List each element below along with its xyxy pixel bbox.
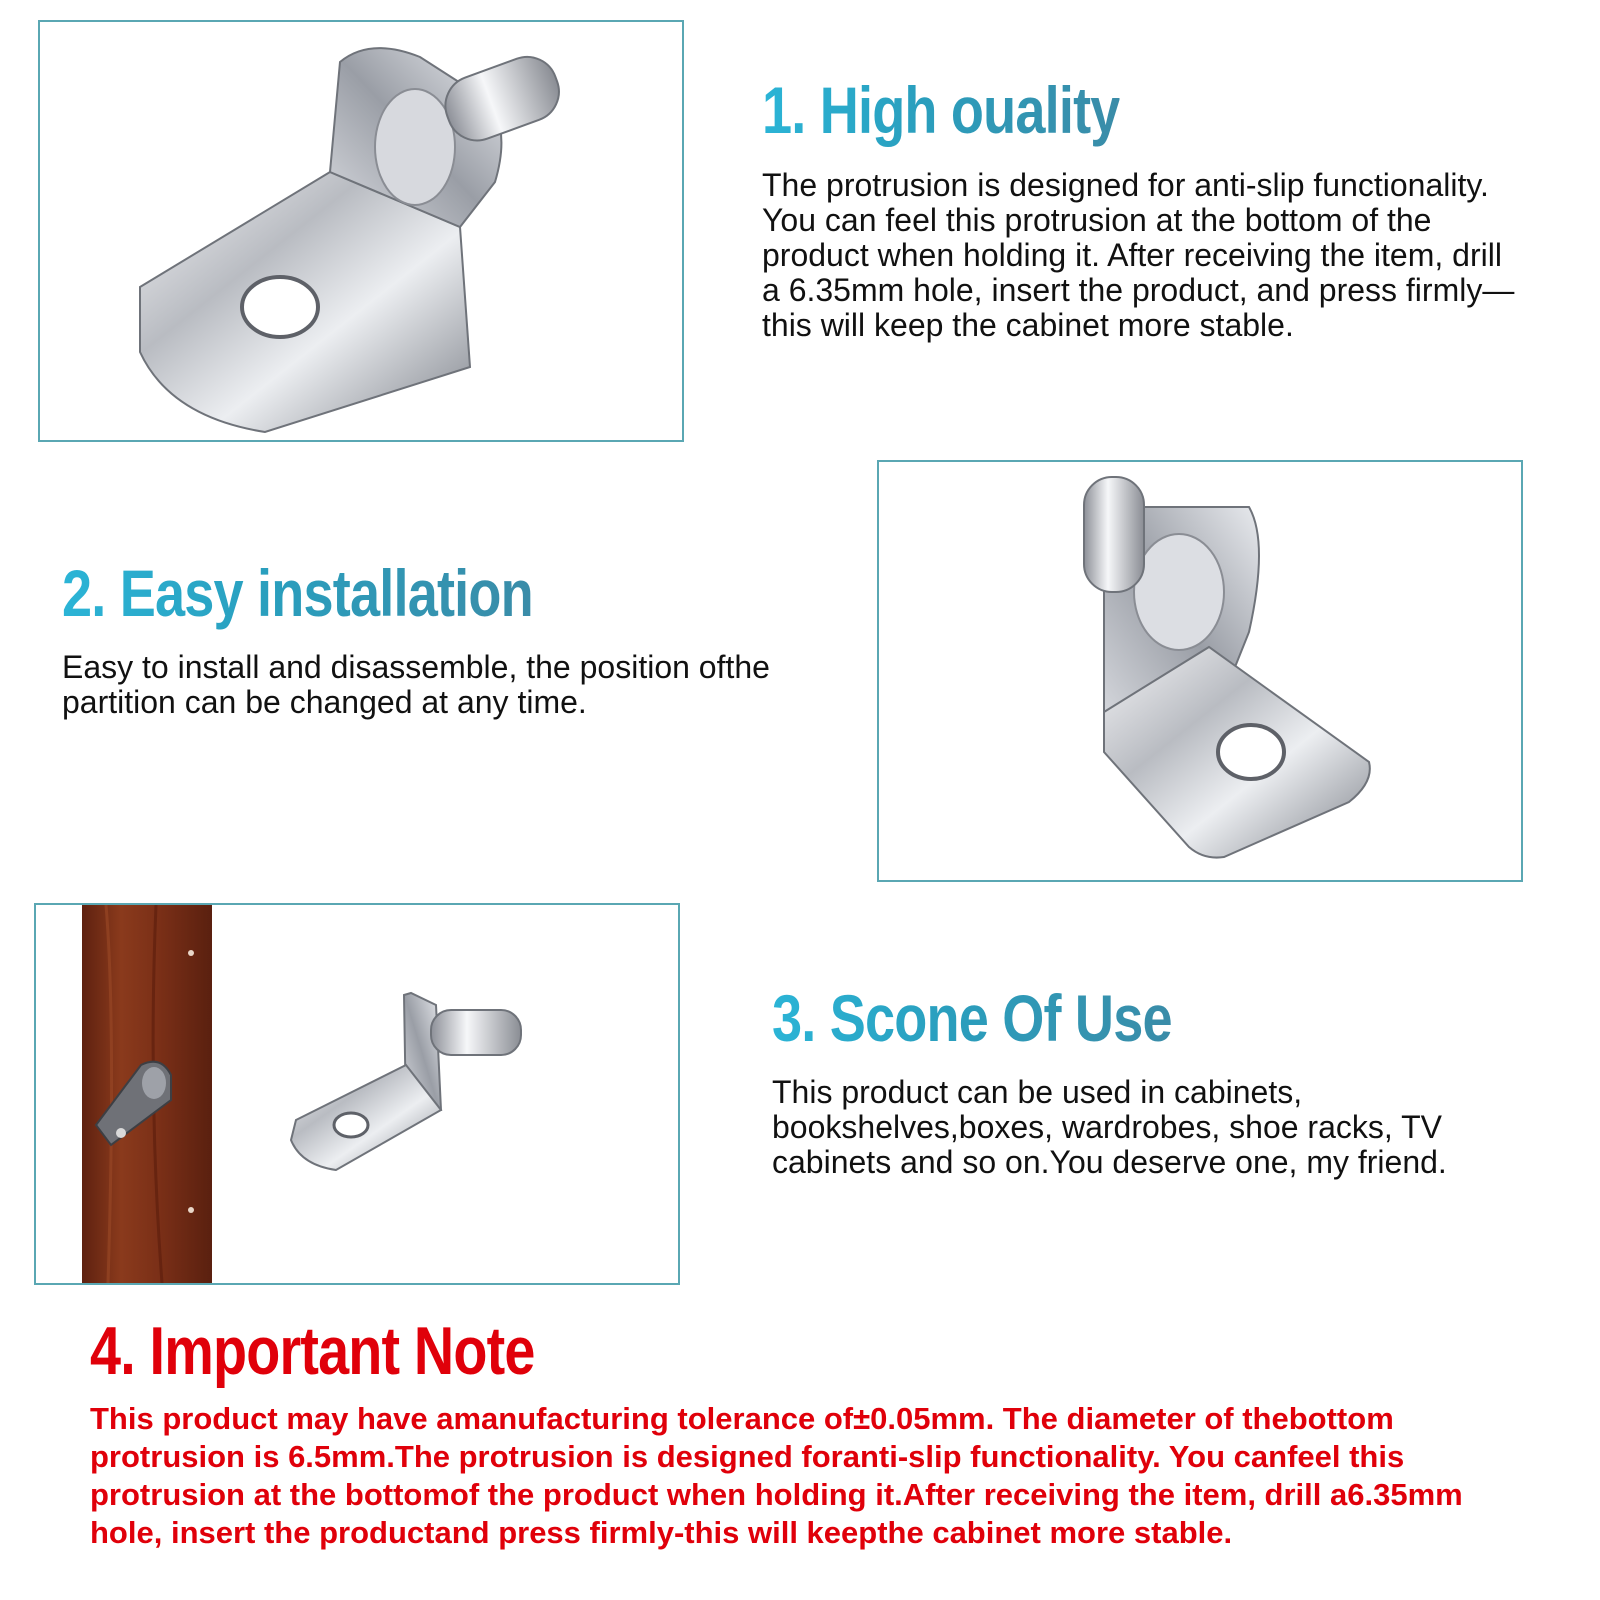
product-image-frame-2 bbox=[877, 460, 1523, 882]
shelf-pin-bracket-icon bbox=[40, 22, 682, 440]
section-3-title: 3. Scone Of Use bbox=[772, 981, 1172, 1055]
shelf-pin-bracket-icon bbox=[879, 462, 1521, 880]
section-2-title: 2. Easy installation bbox=[62, 556, 533, 630]
installation-image-frame bbox=[34, 903, 680, 1285]
section-4-title: 4. Important Note bbox=[90, 1313, 535, 1389]
important-note-body: This product may have amanufacturing tolerance of±0.05mm. The diameter of thebottom protrusion is 6.5mm.The protrusion is designed foranti-slip functionality. You canfeel this protrusion at the bottomof the product when holding it.After receiving the item, drill a6.35mm hole, insert the productand press firmly-this will keepthe cabinet more stable. bbox=[90, 1401, 1463, 1550]
section-1-body: The protrusion is designed for anti-slip functionality. You can feel this protrusion at the bottom of the product when holding it. After receiving the item, drill a 6.35mm hole, insert the product, and press firmly—this will keep the cabinet more stable. bbox=[762, 167, 1515, 343]
cabinet-installation-icon bbox=[36, 905, 678, 1283]
section-2-body: Easy to install and disassemble, the position ofthe partition can be changed at any time. bbox=[62, 649, 770, 720]
product-image-frame-1 bbox=[38, 20, 684, 442]
section-3-body: This product can be used in cabinets, bookshelves,boxes, wardrobes, shoe racks, TV cabinets and so on.You deserve one, my friend. bbox=[772, 1074, 1447, 1180]
section-1-title: 1. High ouality bbox=[762, 73, 1120, 147]
